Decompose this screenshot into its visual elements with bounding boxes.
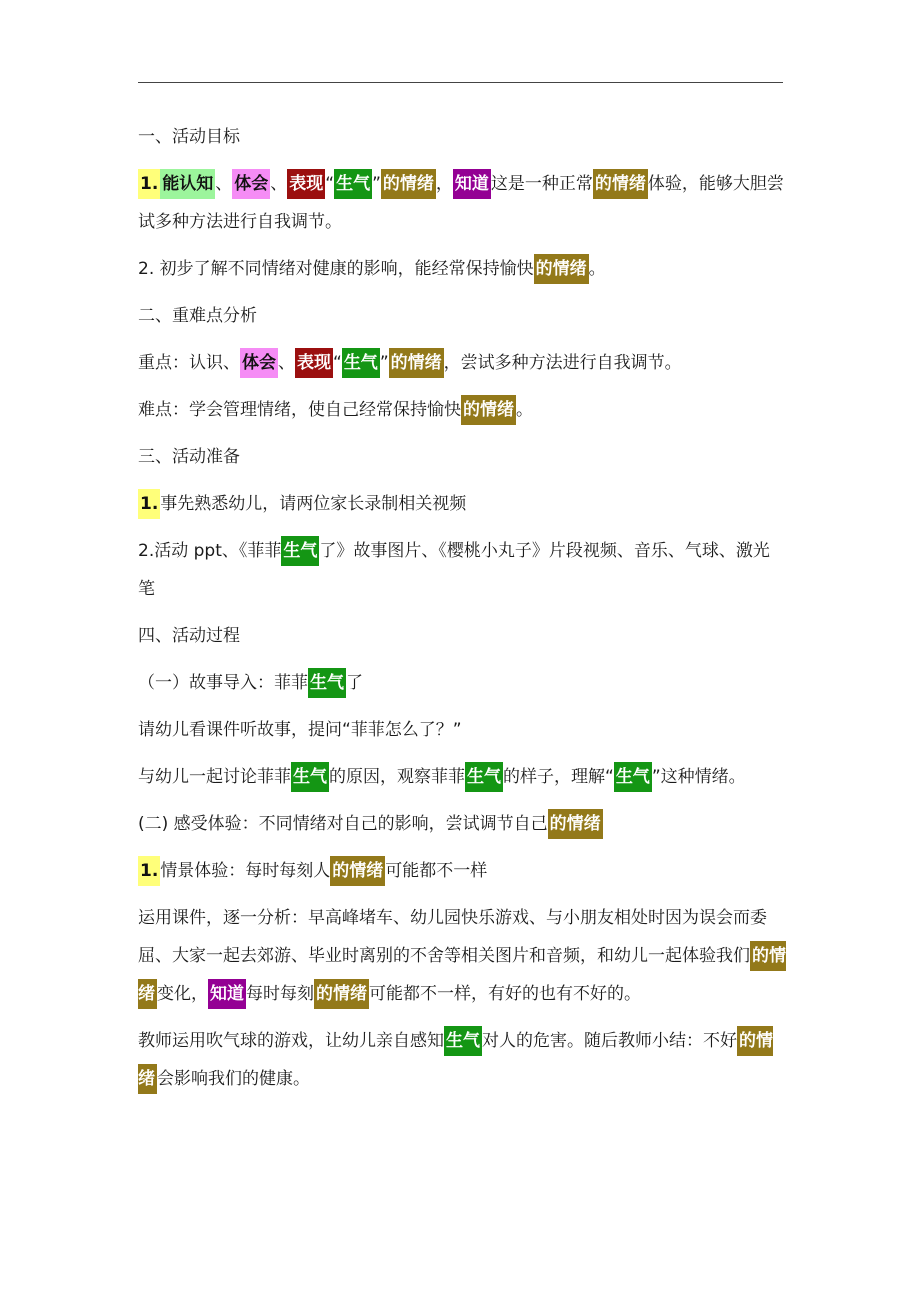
text: ” (372, 174, 381, 194)
keyword-highlight: 表现 (295, 348, 333, 378)
text: 运用课件，逐一分析：早高峰堵车、幼儿园快乐游戏、与小朋友相处时因为误会而委屈、大家一起去郊游、毕业时离别的不舍等相关图片和音频，和幼儿一起体验我们 (138, 908, 767, 966)
heading-text: 一、活动目标 (138, 127, 240, 147)
text: 了 (346, 673, 363, 693)
keyword-highlight: 生气 (614, 762, 652, 792)
text: “ (325, 174, 335, 194)
text: 会影响我们的健康。 (157, 1069, 310, 1089)
text: 了》故事图片、《樱桃小丸子》片段视频、音乐、气球、激光笔 (138, 541, 770, 599)
text: ，尝试多种方法进行自我调节。 (443, 353, 682, 373)
text: 、 (278, 353, 295, 373)
text: 。 (588, 259, 606, 279)
keyword-highlight: 的情绪 (381, 169, 436, 199)
text: ， (435, 174, 453, 194)
difficulty-paragraph (138, 391, 786, 429)
section-heading-preparation (138, 438, 786, 476)
text: ”这种情绪。 (651, 767, 746, 787)
text: 可能都不一样 (385, 861, 488, 881)
keyword-highlight: 的情绪 (138, 941, 786, 1009)
process-subheading-2 (138, 805, 786, 843)
keyword-highlight: 生气 (281, 536, 319, 566)
keyword-highlight: 生气 (291, 762, 329, 792)
keyword-highlight: 的情绪 (461, 395, 516, 425)
keyword-highlight: 的情绪 (330, 856, 385, 886)
number-highlight: 1. (138, 489, 160, 519)
process-paragraph (138, 711, 786, 749)
text: 、 (270, 174, 288, 194)
number-highlight: 1. (138, 856, 160, 886)
keyword-highlight: 生气 (444, 1026, 482, 1056)
keyword-highlight: 的情绪 (138, 1026, 773, 1094)
text: 每时每刻 (246, 984, 314, 1004)
keyword-highlight: 的情绪 (548, 809, 603, 839)
process-subheading-1 (138, 664, 786, 702)
heading-text: 三、活动准备 (138, 447, 240, 467)
preparation-paragraph-2 (138, 532, 786, 608)
keyword-highlight: 的情绪 (593, 169, 648, 199)
text: 可能都不一样，有好的也有不好的。 (369, 984, 641, 1004)
keyword-highlight: 生气 (342, 348, 380, 378)
text: 体验，能够大胆尝试多种方法进行自我调节。 (138, 174, 784, 232)
section-heading-goals (138, 118, 786, 156)
text: 2.活动 ppt、《菲菲 (138, 541, 282, 561)
goal-paragraph-1 (138, 165, 786, 241)
key-point-paragraph (138, 344, 786, 382)
text: 的原因，观察菲菲 (329, 767, 465, 787)
text: 、 (215, 174, 233, 194)
process-paragraph (138, 758, 786, 796)
text: (二) 感受体验：不同情绪对自己的影响，尝试调节自己 (138, 814, 548, 834)
text: 教师运用吹气球的游戏，让幼儿亲自感知 (138, 1031, 444, 1051)
text: ” (379, 353, 389, 373)
goal-paragraph-2 (138, 250, 786, 288)
process-paragraph (138, 852, 786, 890)
text: 与幼儿一起讨论菲菲 (138, 767, 291, 787)
section-heading-process (138, 617, 786, 655)
keyword-highlight: 知道 (453, 169, 491, 199)
section-heading-analysis (138, 297, 786, 335)
process-paragraph (138, 1022, 786, 1098)
keyword-highlight: 表现 (287, 169, 325, 199)
text: 对人的危害。随后教师小结：不好 (482, 1031, 737, 1051)
text: 变化， (157, 984, 208, 1004)
text: 事先熟悉幼儿，请两位家长录制相关视频 (160, 494, 467, 514)
keyword-highlight: 的情绪 (534, 254, 589, 284)
keyword-highlight: 体会 (232, 169, 270, 199)
number-highlight: 1. (138, 169, 160, 199)
text: “ (333, 353, 342, 373)
text: 2. 初步了解不同情绪对健康的影响，能经常保持愉快 (138, 259, 534, 279)
heading-text: 二、重难点分析 (138, 306, 257, 326)
keyword-highlight: 生气 (308, 668, 346, 698)
text: 。 (516, 400, 533, 420)
preparation-paragraph-1 (138, 485, 786, 523)
header-rule (138, 82, 783, 83)
keyword-highlight: 能认知 (160, 169, 215, 199)
text: 的样子，理解“ (503, 767, 614, 787)
document-body (138, 118, 786, 1107)
keyword-highlight: 生气 (465, 762, 503, 792)
process-paragraph (138, 899, 786, 1013)
text: 请幼儿看课件听故事，提问“菲菲怎么了？” (138, 720, 462, 740)
keyword-highlight: 的情绪 (389, 348, 444, 378)
text: （一）故事导入：菲菲 (138, 673, 308, 693)
text: 重点：认识、 (138, 353, 240, 373)
text: 难点：学会管理情绪，使自己经常保持愉快 (138, 400, 461, 420)
heading-text: 四、活动过程 (138, 626, 240, 646)
keyword-highlight: 体会 (240, 348, 278, 378)
keyword-highlight: 知道 (208, 979, 246, 1009)
text: 这是一种正常 (490, 174, 593, 194)
keyword-highlight: 生气 (334, 169, 372, 199)
text: 情景体验：每时每刻人 (160, 861, 331, 881)
keyword-highlight: 的情绪 (314, 979, 369, 1009)
